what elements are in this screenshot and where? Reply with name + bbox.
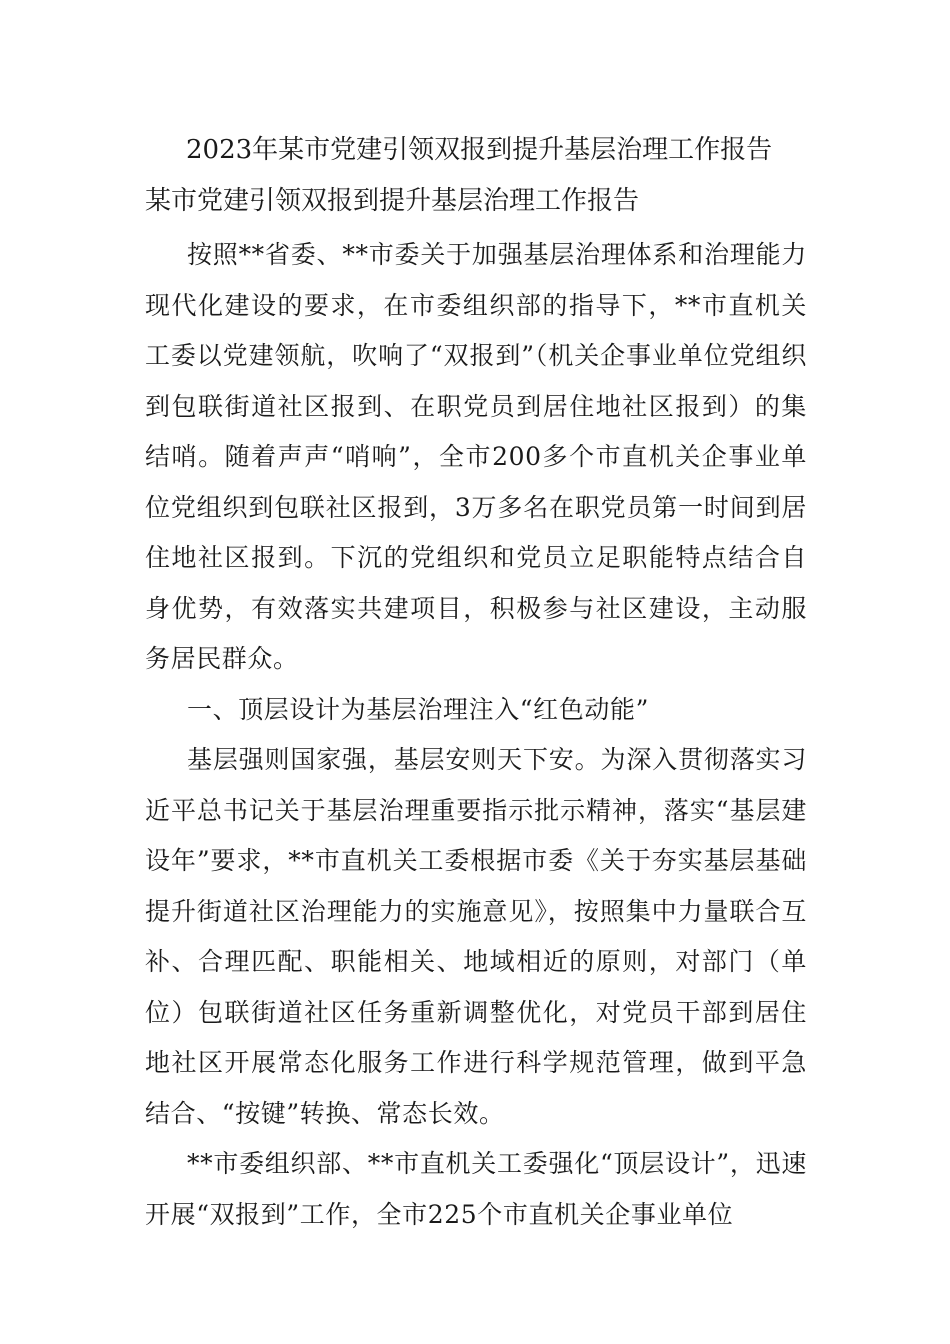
paragraph-section-1-continued: **市委组织部、**市直机关工委强化“顶层设计”，迅速开展“双报到”工作，全市225个市直机关企事业单位 [145, 1149, 807, 1229]
document-title: 2023年某市党建引领双报到提升基层治理工作报告 [186, 135, 773, 165]
paragraph-section-1: 基层强则国家强，基层安则天下安。为深入贯彻落实习近平总书记关于基层治理重要指示批示精神，落实“基层建设年”要求，**市直机关工委根据市委《关于夯实基层基础提升街道社区治理能力的实施意见》，按照集中力量联合互补、合理匹配、职能相关、地域相近的原则，对部门（单位）包联街道社区任务重新调整优化，对党员干部到居住地社区开展常态化服务工作进行科学规范管理，做到平急结合、“按键”转换、常态长效。 [145, 745, 807, 1128]
document-subtitle: 某市党建引领双报到提升基层治理工作报告 [145, 186, 640, 216]
document-body [145, 230, 807, 1240]
section-heading-1: 一、顶层设计为基层治理注入“红色动能” [187, 694, 649, 724]
paragraph-intro: 按照**省委、**市委关于加强基层治理体系和治理能力现代化建设的要求，在市委组织部的指导下，**市直机关工委以党建领航，吹响了“双报到”（机关企事业单位党组织到包联街道社区报到、在职党员到居住地社区报到）的集结哨。随着声声“哨响”，全市200多个市直机关企事业单位党组织到包联社区报到，3万多名在职党员第一时间到居住地社区报到。下沉的党组织和党员立足职能特点结合自身优势，有效落实共建项目，积极参与社区建设，主动服务居民群众。 [145, 240, 807, 673]
